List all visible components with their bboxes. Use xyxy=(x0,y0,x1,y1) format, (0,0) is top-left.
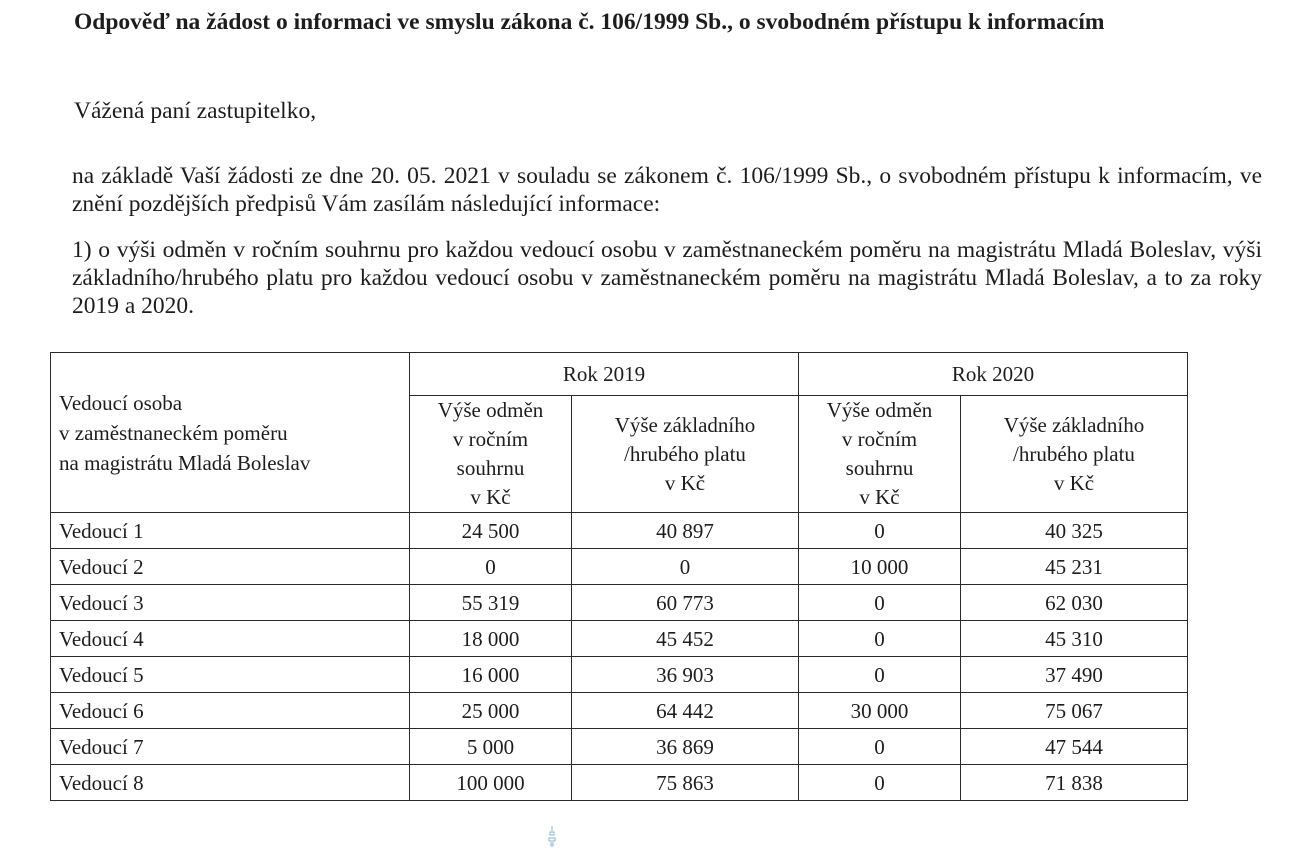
salary-2020-header xyxy=(961,396,1188,513)
person-name-cell: Vedoucí 1 xyxy=(51,513,410,549)
bonus-2020-cell: 0 xyxy=(799,657,961,693)
bonus-2020-header xyxy=(799,396,961,513)
header-line: v Kč xyxy=(1053,470,1095,495)
salary-2020-cell: 71 838 xyxy=(961,765,1188,801)
year-2019-header: Rok 2019 xyxy=(410,353,799,396)
person-name-cell: Vedoucí 5 xyxy=(51,657,410,693)
greeting: Vážená paní zastupitelko, xyxy=(74,98,317,124)
person-name-cell: Vedoucí 7 xyxy=(51,729,410,765)
person-name-cell: Vedoucí 4 xyxy=(51,621,410,657)
scan-artifact-mark xyxy=(548,825,556,847)
header-line: souhrnu xyxy=(845,456,914,480)
table-header-row-years xyxy=(51,353,1188,396)
salary-2019-cell: 75 863 xyxy=(572,765,799,801)
table-row xyxy=(51,549,1188,585)
bonus-2020-cell: 0 xyxy=(799,621,961,657)
bonus-2019-cell: 24 500 xyxy=(410,513,572,549)
table-row xyxy=(51,765,1188,801)
salary-table xyxy=(50,352,1188,801)
salary-2020-cell: 47 544 xyxy=(961,729,1188,765)
bonus-2019-cell: 55 319 xyxy=(410,585,572,621)
table-row xyxy=(51,693,1188,729)
bonus-2019-cell: 18 000 xyxy=(410,621,572,657)
person-name-cell: Vedoucí 3 xyxy=(51,585,410,621)
header-line: Výše základního xyxy=(1003,412,1145,437)
person-column-header xyxy=(51,353,410,513)
bonus-2020-cell: 10 000 xyxy=(799,549,961,585)
person-header-line: na magistrátu Mladá Boleslav xyxy=(59,450,311,475)
bonus-2019-cell: 5 000 xyxy=(410,729,572,765)
intro-paragraph: na základě Vaší žádosti ze dne 20. 05. 2021 v souladu se zákonem č. 106/1999 Sb., o svobodném přístupu k informacím, ve znění pozdějších předpisů Vám zasílám následující informace: xyxy=(72,163,1262,217)
person-name-cell: Vedoucí 2 xyxy=(51,549,410,585)
header-line: v ročním xyxy=(841,427,918,451)
header-line: souhrnu xyxy=(456,456,525,480)
header-line: Výše odměn xyxy=(437,398,544,422)
salary-2020-cell: 40 325 xyxy=(961,513,1188,549)
table-row xyxy=(51,657,1188,693)
bonus-2019-cell: 0 xyxy=(410,549,572,585)
header-line: Výše základního xyxy=(614,412,756,437)
request-item-paragraph: 1) o výši odměn v ročním souhrnu pro každou vedoucí osobu v zaměstnaneckém poměru na magistrátu Mladá Boleslav, výši základního/hrubého platu pro každou vedoucí osobu v zaměstnaneckém poměru na magistrátu Mladá Boleslav, a to za roky 2019 a 2020. xyxy=(72,237,1262,319)
header-line: v ročním xyxy=(452,427,529,451)
table-row xyxy=(51,729,1188,765)
salary-2019-cell: 60 773 xyxy=(572,585,799,621)
bonus-2020-cell: 0 xyxy=(799,765,961,801)
salary-2020-cell: 75 067 xyxy=(961,693,1188,729)
salary-2019-cell: 0 xyxy=(572,549,799,585)
bonus-2020-cell: 0 xyxy=(799,585,961,621)
person-header-line: v zaměstnaneckém poměru xyxy=(59,420,288,445)
header-line: v Kč xyxy=(664,470,706,495)
header-line: /hrubého platu xyxy=(1013,441,1135,466)
salary-2019-cell: 40 897 xyxy=(572,513,799,549)
bonus-2020-cell: 0 xyxy=(799,513,961,549)
header-line: v Kč xyxy=(470,485,511,509)
salary-2019-cell: 64 442 xyxy=(572,693,799,729)
salary-2020-cell: 37 490 xyxy=(961,657,1188,693)
person-name-cell: Vedoucí 6 xyxy=(51,693,410,729)
salary-2019-header xyxy=(572,396,799,513)
bonus-2019-cell: 16 000 xyxy=(410,657,572,693)
salary-2020-cell: 62 030 xyxy=(961,585,1188,621)
bonus-2019-header xyxy=(410,396,572,513)
header-line: /hrubého platu xyxy=(624,441,746,466)
salary-2020-cell: 45 231 xyxy=(961,549,1188,585)
salary-2019-cell: 36 869 xyxy=(572,729,799,765)
salary-2019-cell: 36 903 xyxy=(572,657,799,693)
table-row xyxy=(51,513,1188,549)
salary-2020-cell: 45 310 xyxy=(961,621,1188,657)
salary-2019-cell: 45 452 xyxy=(572,621,799,657)
bonus-2020-cell: 0 xyxy=(799,729,961,765)
year-2020-header: Rok 2020 xyxy=(799,353,1188,396)
person-name-cell: Vedoucí 8 xyxy=(51,765,410,801)
bonus-2020-cell: 30 000 xyxy=(799,693,961,729)
table-row xyxy=(51,621,1188,657)
bonus-2019-cell: 25 000 xyxy=(410,693,572,729)
header-line: v Kč xyxy=(859,485,900,509)
bonus-2019-cell: 100 000 xyxy=(410,765,572,801)
document-heading: Odpověď na žádost o informaci ve smyslu zákona č. 106/1999 Sb., o svobodném přístupu k informacím xyxy=(74,9,1105,35)
header-line: Výše odměn xyxy=(826,398,933,422)
person-header-line: Vedoucí osoba xyxy=(59,390,183,415)
table-row xyxy=(51,585,1188,621)
